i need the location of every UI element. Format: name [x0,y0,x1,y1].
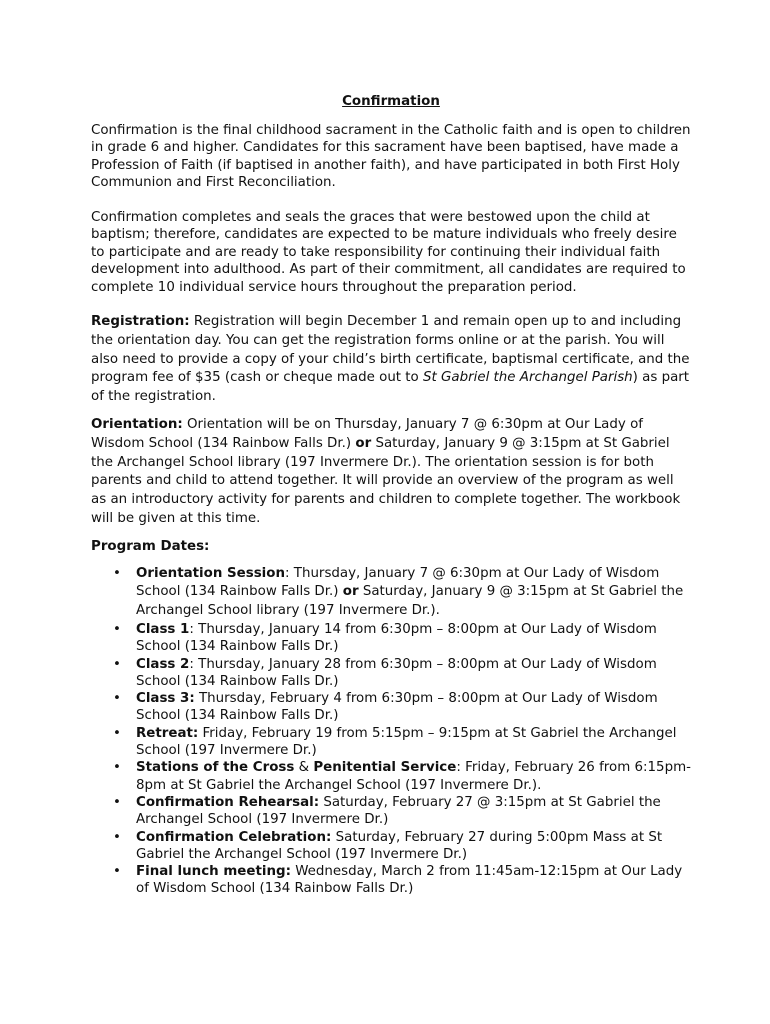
bullet-icon: • [113,656,121,672]
program-dates-list [91,565,691,898]
item-amp: & [294,760,314,776]
registration-label: Registration: [91,314,190,329]
bullet-icon: • [113,760,121,776]
item-text: : Thursday, January 7 @ 6:30pm at Our Lady of Wisdom School (134 Rainbow Falls Dr.) [136,565,660,600]
intro-paragraph-1: Confirmation is the final childhood sacrament in the Catholic faith and is open to children in grade 6 and higher. Candidates for this sacrament have been baptised, have made a Profession of Faith (if baptised in another faith), and have participated in both First Holy Communion and First Reconciliation. [91,122,691,190]
orientation-label: Orientation: [91,416,183,432]
list-item [91,863,691,898]
program-dates-heading: Program Dates: [91,538,210,554]
bullet-icon: • [113,691,121,707]
item-text: Thursday, February 4 from 6:30pm – 8:00pm at Our Lady of Wisdom School (134 Rainbow Falls Dr.) [136,691,658,724]
page-title: Confirmation [342,94,440,109]
orientation-text-1: Orientation will be on Thursday, January 7 @ 6:30pm at Our Lady of Wisdom School (134 Rainbow Falls Dr.) [91,416,643,451]
item-or: or [342,584,359,600]
item-text: : Thursday, January 14 from 6:30pm – 8:00pm at Our Lady of Wisdom School (134 Rainbow Falls Dr.) [136,621,657,655]
item-text: Saturday, February 27 during 5:00pm Mass at St Gabriel the Archangel School (197 Invermere Dr.) [136,829,663,862]
list-item [91,829,691,864]
item-text-2: Saturday, January 9 @ 3:15pm at St Gabriel the Archangel School library (197 Invermere Dr.). [136,584,684,619]
intro-paragraph-2: Confirmation completes and seals the graces that were bestowed upon the child at baptism; therefore, candidates are expected to be mature individuals who freely desire to participate and are ready to take responsibility for continuing their individual faith development into adulthood. As part of their commitment, all candidates are required to complete 10 individual service hours throughout the preparation period. [91,209,686,295]
bullet-icon: • [113,621,121,637]
list-item [91,794,691,829]
item-text: : Thursday, January 28 from 6:30pm – 8:00pm at Our Lady of Wisdom School (134 Rainbow Falls Dr.) [136,656,657,689]
item-label: Class 3: [136,691,195,707]
document-page [91,93,691,898]
item-label: Class 1 [136,621,190,637]
registration-text: Registration will begin December 1 and remain open up to and including the orientation day. You can get the registration forms online or at the parish. You will also need to provide a copy of your child’s birth certificate, baptismal certificate, and the program fee of $35 (cash or cheque made out to [91,314,690,386]
item-label: Orientation Session [136,565,286,581]
registration-tail: ) as part of the registration. [91,370,690,405]
list-item [91,656,691,691]
bullet-icon: • [113,829,121,845]
item-label: Confirmation Rehearsal: [136,794,320,810]
item-text: Saturday, February 27 @ 3:15pm at St Gabriel the Archangel School (197 Invermere Dr.) [136,794,661,828]
item-text: Wednesday, March 2 from 11:45am-12:15pm at Our Lady of Wisdom School (134 Rainbow Falls Dr.) [136,864,683,897]
item-text: : Friday, February 26 from 6:15pm-8pm at St Gabriel the Archangel School (197 Invermere Dr.). [136,760,691,793]
list-item [91,565,691,621]
orientation-paragraph [91,416,691,529]
item-label-2: Penitential Service [313,760,457,776]
item-label: Stations of the Cross [136,760,295,776]
bullet-icon: • [113,565,121,581]
registration-parish: St Gabriel the Archangel Parish [423,370,633,386]
list-item [91,759,691,794]
orientation-text-2: Saturday, January 9 @ 3:15pm at St Gabriel the Archangel School library (197 Invermere Dr.). The orientation session is for both parents and child to attend together. It will provide an overview of the program as well as an introductory activity for parents and children to complete together. The workbook will be given at this time. [91,435,681,526]
bullet-icon: • [113,864,121,880]
item-label: Retreat: [136,725,199,741]
bullet-icon: • [113,725,121,741]
list-item [91,725,691,760]
item-label: Class 2 [136,656,190,672]
item-text: Friday, February 19 from 5:15pm – 9:15pm at St Gabriel the Archangel School (197 Invermere Dr.) [136,725,677,759]
registration-paragraph [91,313,691,407]
bullet-icon: • [113,794,121,810]
orientation-or: or [355,435,372,451]
list-item [91,621,691,656]
item-label: Final lunch meeting: [136,864,291,880]
item-label: Confirmation Celebration: [136,829,332,845]
list-item [91,690,691,725]
